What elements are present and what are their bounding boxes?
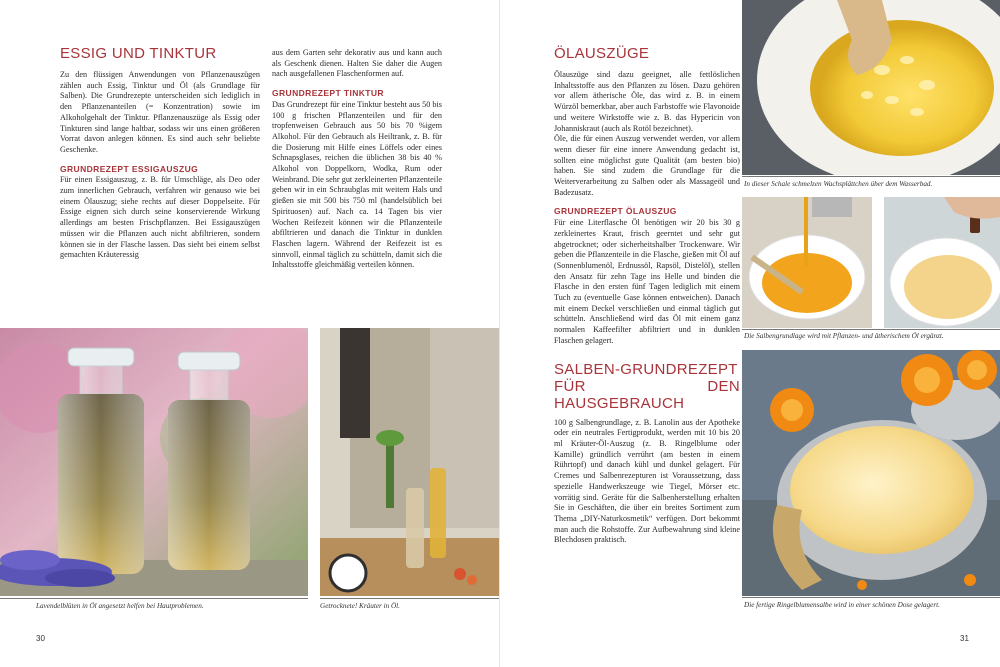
photo-calendula-tin <box>742 350 1000 596</box>
paragraph-oel-intro2: Öle, die für einen Auszug verwendet werden, vor allem wenn dieser für eine innere Anwendung gedacht ist, sollten eine möglichst gute Qualität (am besten bio) haben. Sie sind zudem die Grundlage für die Weiterverarbeitung zu Salben oder als Massageöl und Badezusatz. <box>554 134 740 197</box>
photo-oil-pour <box>742 197 872 328</box>
caption-lavender-jars: Lavendelblüten in Öl angesetzt helfen bei Hautproblemen. <box>36 602 204 610</box>
column-tinktur <box>272 48 442 271</box>
caption-salve-base: Die Salbengrundlage wird mit Pflanzen- und ätherischem Öl ergänzt. <box>744 332 944 340</box>
photo-salve-mix <box>884 197 1000 328</box>
paragraph-salben-body: 100 g Salbengrundlage, z. B. Lanolin aus der Apotheke oder ein neutrales Fertigprodukt, werden mit 10 bis 20 ml Kräuter-Öl-Auszug (z. B. Ringelblume oder Kamille) gründlich verrührt (am besten in einem Rührtopf) und danach kühl und dunkel gelagert. Für Cremes und Salbenrezepturen ist Voraussetzung, dass spezielle Handwerkszeuge wie Tiegel, Mörser etc. vorrätig sind. Geräte für die Salbenherstellung erhalten Sie in Geschäften, die über ein breites Sortiment zum Thema „DIY-Naturkosmetik“ verfügen. Dort bekommt man auch die Rohstoffe. Zur Aufbewahrung sind kleine Blechdosen praktisch. <box>554 417 740 545</box>
page-number-left: 30 <box>36 634 45 643</box>
column-oelauszuege <box>554 45 740 546</box>
paragraph-oel-intro: Ölauszüge sind dazu geeignet, alle fettlöslichen Inhaltsstoffe aus den Pflanzen zu lösen. Dazu gehören vor allem ätherische Öle, das wird z. B. in einem Würzöl bemerkbar, aber auch Farbstoffe wie Flavonoide und weitere Wirkstoffe wie z. B. das Hypericin von Johanniskraut (auch als Rotöl bezeichnet). <box>554 70 740 133</box>
photo-herbs-in-oil <box>320 328 500 596</box>
caption-herbs-in-oil: Getrocknete! Kräuter in Öl. <box>320 602 400 610</box>
caption-wax-bowl: In dieser Schale schmelzen Wachsplättchen über dem Wasserbad. <box>744 180 933 188</box>
subheading-grundrezept-tinktur: GRUNDREZEPT TINKTUR <box>272 88 384 99</box>
caption-rule-herbs <box>320 598 500 599</box>
subheading-grundrezept-essig: GRUNDREZEPT ESSIGAUSZUG <box>60 163 199 174</box>
heading-salben-grundrezept <box>554 361 740 412</box>
caption-rule-tin <box>742 597 1000 598</box>
subheading-grundrezept-oel: GRUNDREZEPT ÖLAUSZUG <box>554 206 677 217</box>
heading-oelauszuege: ÖLAUSZÜGE <box>554 45 650 62</box>
photo-lavender-jars <box>0 328 308 596</box>
heading-salben-line2: FÜR DEN HAUSGEBRAUCH <box>554 377 740 412</box>
caption-rule-salve <box>742 329 1000 330</box>
page-number-right: 31 <box>960 634 969 643</box>
paragraph-oel-body: Für eine Literflasche Öl benötigen wir 20 bis 30 g zerkleinertes Kraut, frisch geerntet und sehr gut abgetrocknet; oder sicherheitshalber Trockenware. Wir geben die Pflanzenteile in die Flasche, gießen mit Öl auf (Sonnenblumenöl, Erdnussöl, Rapsöl, Distelöl), stellen den Ansatz für zehn Tage ins Helle und binden die Flasche in den ersten fünf Tagen lediglich mit einem Tuch zu (eventuelle Gase können entweichen). Danach mit einem Deckel verschließen und einmal täglich gut schütteln. Anschließend wird das Öl mit einem ganz normalen Kaffeefilter abfiltriert und in dunklen Flaschen gelagert. <box>554 218 740 345</box>
paragraph-tinktur-intro: aus dem Garten sehr dekorativ aus und kann auch als Geschenk dienen. Halten Sie daher die Augen nach ausgefallenen Flaschenformen auf. <box>272 48 442 79</box>
caption-rule-jars <box>0 598 308 599</box>
heading-essig-tinktur: ESSIG UND TINKTUR <box>60 45 217 62</box>
heading-salben-line1: SALBEN-GRUNDREZEPT <box>554 360 738 378</box>
photo-wax-bowl <box>742 0 1000 175</box>
column-essig <box>60 45 260 261</box>
caption-rule-bowl <box>742 176 1000 177</box>
paragraph-essig-intro: Zu den flüssigen Anwendungen von Pflanzenauszügen zählen auch Essig, Tinktur und Öl (als Grundlage für Salben). Die Grundrezepte unterscheiden sich lediglich in den Pflanzenanteilen (= Konzentration) sowie im Alkoholgehalt der Tinktur. Pflanzenauszüge als Essig oder Tinkturen sind lange haltbar, sodass wir uns einen größeren Vorrat davon anlegen können. Es sind auch sehr beliebte Geschenke. <box>60 70 260 154</box>
paragraph-tinktur-body: Das Grundrezept für eine Tinktur besteht aus 50 bis 100 g frischen Pflanzenteilen und für den tropfenweisen Gebrauch aus 50 bis 70 %igem Alkohol. Für den Gebrauch als Heiltrank, z. B. für die Dosierung mit Hilfe eines Löffels oder eines Schnapsglases, reichen die üblichen 38 bis 40 % Alkohol von Doppelkorn, Wodka, Rum oder Weinbrand. Die sehr gut zerkleinerten Pflanzenteile geben wir in ein Schraubglas mit weitem Hals und gießen sie mit 500 bis 750 ml (handelsüblich bei Spirituosen) auf. Nach ca. 14 Tagen bis vier Wochen Reifezeit können wir die Pflanzenteile abfiltrieren und danach die Tinktur in dunklen Flaschen lagern. Während der Reifezeit ist es sinnvoll, einmal täglich zu schütteln, damit sich die Inhaltsstoffe gleichmäßig verteilen können. <box>272 99 442 270</box>
right-page <box>500 0 1000 667</box>
caption-calendula-tin: Die fertige Ringelblumensalbe wird in einer schönen Dose gelagert. <box>744 601 940 609</box>
paragraph-essig-body: Für einen Essigauszug, z. B. für Umschläge, als Deo oder zum innerlichen Gebrauch, verfahren wir genauso wie bei einem Ölauszug; siehe rechts auf dieser Doppelseite. Für Essige eignen sich durch seine konservierende Wirkung allerdings am besten Frischpflanzen. Bei Essigauszügen müssen wir die Pflanzen auch nicht abfiltrieren, sondern können sie in der Flasche lassen. Das sieht bei einem selbst gemachten Kräuteressig <box>60 175 260 260</box>
